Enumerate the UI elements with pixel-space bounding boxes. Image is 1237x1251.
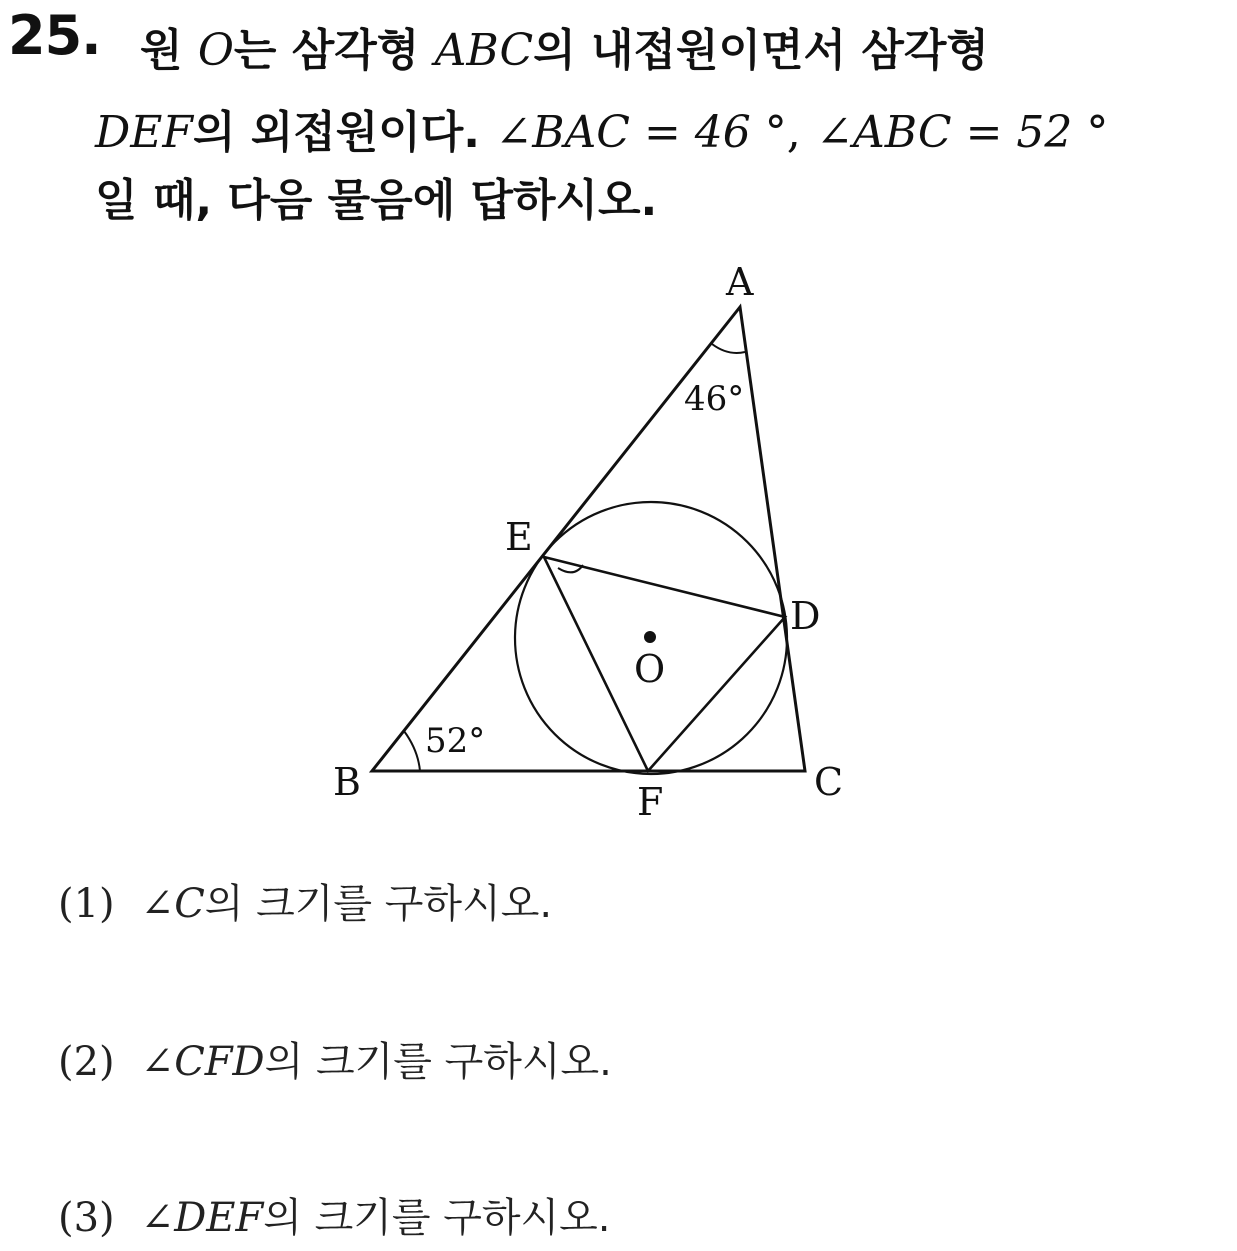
label-d: D [790,594,821,638]
var-ABC: ABC [434,25,534,76]
label-b: B [333,760,361,804]
label-o: O [634,647,666,691]
var-DEF: DEF [95,107,193,158]
question-1-number: (1) [58,881,115,927]
question-2-number: (2) [58,1039,115,1085]
line1-text-c: 의 내접원이면서 삼각형 [533,25,989,76]
question-1-text: 의 크기를 구하시오. [204,881,553,927]
word-circle: 원 [140,25,183,76]
question-2-angle: ∠CFD [140,1039,265,1085]
line1-text-b: 는 삼각형 [233,25,420,76]
question-3-angle: ∠DEF [140,1195,264,1241]
center-point-o [644,631,656,643]
angle-label-a: 46° [684,379,745,419]
line2-text: 의 외접원이다. [192,107,480,158]
label-e: E [505,515,533,559]
triangle-abc [372,307,805,771]
angle-arc-a [712,344,745,353]
label-a: A [726,260,754,304]
angle-arc-b [404,731,420,771]
given-angle-bac: ∠BAC = 46 ° [495,107,787,158]
question-1 [58,872,552,929]
angle-label-b: 52° [425,721,486,761]
problem-line-3: 일 때, 다음 물음에 답하시오. [95,175,658,226]
var-O: O [197,25,234,76]
question-3-text: 의 크기를 구하시오. [263,1195,611,1241]
question-2-text: 의 크기를 구하시오. [264,1039,612,1085]
given-angle-abc: ∠ABC = 52 ° [816,107,1109,158]
question-3 [58,1186,610,1243]
label-f: F [637,780,664,824]
label-c: C [814,760,844,804]
question-1-angle: ∠C [140,881,205,927]
question-3-number: (3) [58,1195,115,1241]
problem-number: 25. [8,4,101,67]
given-comma: , [786,107,801,158]
question-2 [58,1030,612,1087]
